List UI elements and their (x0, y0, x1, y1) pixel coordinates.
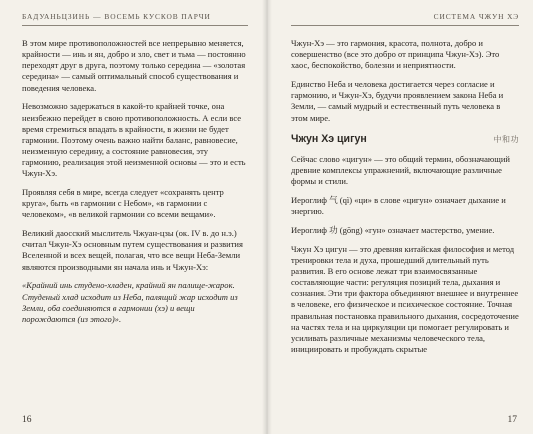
paragraph: Иероглиф 功 (gōng) «гун» означает мастерство, умение. (291, 224, 495, 235)
paragraph: В этом мире противоположностей все непрерывно меняется, крайности — инь и ян, добро и зло, свет и тьма — постоянно переходят друг в друга, поэтому только середина — «золотая середина» — самый оптимальный способ существования и поведения человека. (22, 38, 246, 93)
quote-paragraph: «Крайний инь студено-хладен, крайний ян палище-жарок. Студеный хлад исходит из Неба, палящий жар исходит из Земли, оба соединяются в гармонии (хэ) и вещи порождаются (из этого)». (22, 280, 238, 324)
paragraph: Сейчас слово «цигун» — это общий термин, обозначающий древние комплексы упражнений, включающие различные формы и стили. (291, 153, 510, 187)
right-page (267, 0, 533, 434)
paragraph: Проявляя себя в мире, всегда следует «сохранять центр круга», быть «в гармонии с Небом», «в гармонии с человеком», «в великой гармонии со всеми вещами». (22, 187, 224, 220)
section-chinese-glyphs: 中和功 (493, 134, 519, 144)
running-head-right: СИСТЕМА ЧЖУН ХЭ (291, 11, 519, 26)
running-head-title: ВОСЕМЬ КУСКОВ ПАРЧИ (104, 12, 211, 21)
running-head-author: БАДУАНЬЦЗИНЬ (22, 12, 91, 21)
section-header (291, 134, 519, 145)
paragraph: Иероглиф 气 (qì) «ци» в слове «цигун» означает дыхание и энергию. (291, 194, 506, 217)
section-title: Чжун Хэ цигун (291, 132, 367, 145)
paragraph: Чжун Хэ цигун — это древняя китайская философия и метод тренировки тела и духа, прошедший длительный путь развития. В его основе лежат три взаимосвязанные составляющие части: регуляция позиций тела, дыхания и сознания. Эти три фактора объединяют внешнее и внутреннее в человеке, его физическое и психическое состояние. Точная правильная постановка правильного дыхания, сосредоточение на частях тела и на циркуляции ци помогает регулировать и усиливать различные механизмы человеческого тела, инициировать и пробуждать скрытые (291, 243, 519, 354)
left-page (0, 0, 266, 434)
page-number-right: 17 (507, 415, 517, 425)
running-head-separator: — (93, 12, 102, 21)
page-number-left: 16 (22, 415, 32, 425)
paragraph: Чжун-Хэ — это гармония, красота, полнота, добро и совершенство (все это добро от принципа Чжун-Хэ). Это хаос, беспокойство, болезни и неприятности. (291, 38, 500, 71)
left-page-body (22, 38, 248, 325)
paragraph: Великий даосский мыслитель Чжуан-цзы (ок. IV в. до н.э.) считал Чжун-Хэ основным путем существования и развития Вселенной и всех вещей, полагая, что все вещи Неба-Земли являются производными ян начала инь и Чжун-Хэ: (22, 228, 243, 272)
running-head-left (22, 11, 248, 26)
right-page-body (291, 38, 519, 355)
paragraph: Невозможно задержаться в какой-то крайней точке, она неизбежно перейдет в свою противоположность. А если все время стремиться впадать в крайности, в жизни не будет гармонии. Поэтому очень важно найти баланс, равновесие, неизменную середину, а состояние равновесия, эту гармонию, реализация этой неизменной основы — это и есть Чжун-Хэ. (22, 101, 246, 179)
paragraph: Единство Неба и человека достигается через согласие и гармонию, и Чжун-Хэ, будучи проявлением закона Неба и Земли, — самый мудрый и естественный путь человека в этом мире. (291, 79, 504, 123)
